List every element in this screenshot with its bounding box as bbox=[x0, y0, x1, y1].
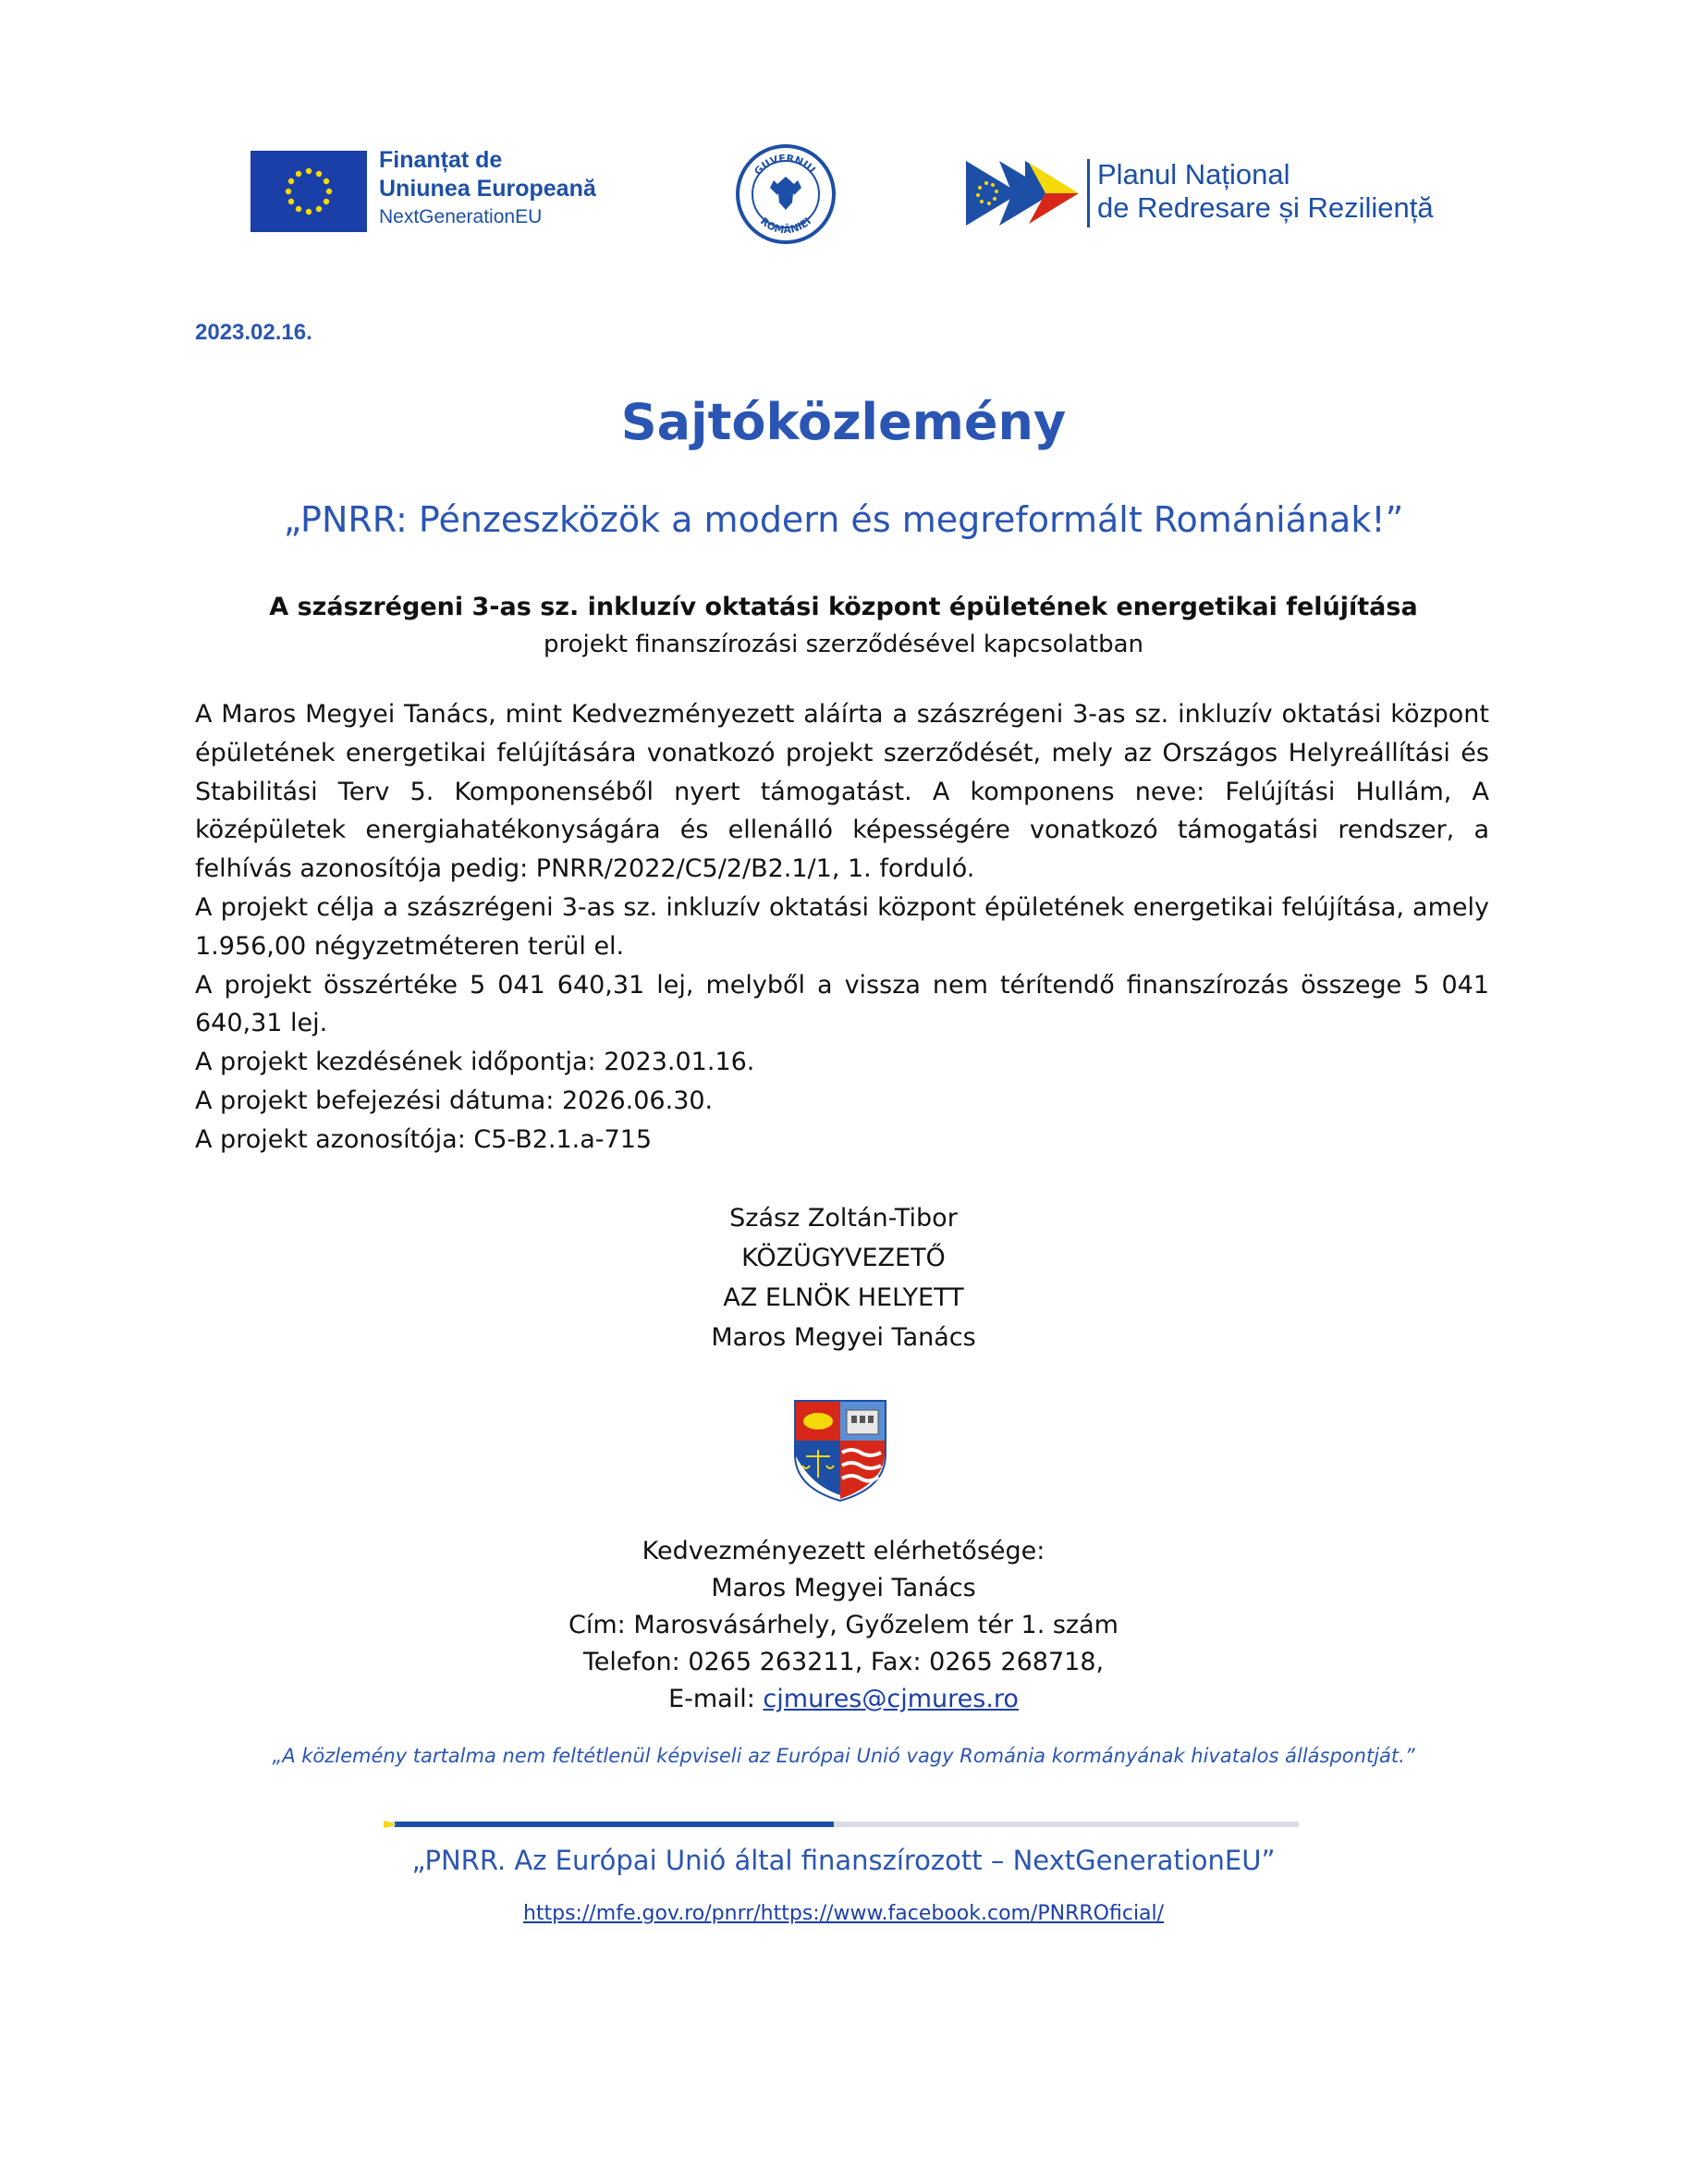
pnrr-slogan: „PNRR: Pénzeszközök a modern és megreformált Romániának!” bbox=[283, 499, 1404, 540]
footer-divider bbox=[384, 1814, 1299, 1822]
pnrr-logo-icon bbox=[966, 159, 1082, 227]
footer-slogan: „PNRR. Az Európai Unió által finanszírozott – NextGenerationEU” bbox=[411, 1845, 1276, 1876]
contact-heading: Kedvezményezett elérhetősége: bbox=[642, 1537, 1045, 1565]
eu-flag-icon bbox=[251, 151, 367, 232]
eu-line1: Finanțat de bbox=[379, 147, 503, 173]
email-label: E-mail: bbox=[668, 1685, 764, 1713]
paragraph-project-id: A projekt azonosítója: C5-B2.1.a-715 bbox=[195, 1124, 653, 1154]
eu-funding-label bbox=[379, 146, 629, 231]
signatory-name: Szász Zoltán-Tibor bbox=[729, 1204, 958, 1233]
press-release-body bbox=[195, 695, 1489, 1159]
disclaimer: „A közlemény tartalma nem feltétlenül képviseli az Európai Unió vagy Románia kormányának hivatalos álláspontját.” bbox=[272, 1745, 1415, 1767]
paragraph-start-date: A projekt kezdésének időpontja: 2023.01.16. bbox=[195, 1048, 755, 1077]
eu-line2: Uniunea Europeană bbox=[379, 176, 596, 202]
eu-line3: NextGenerationEU bbox=[379, 206, 543, 227]
subject-subheading: projekt finanszírozási szerződésével kapcsolatban bbox=[544, 631, 1143, 658]
svg-text:ROMÂNIEI: ROMÂNIEI bbox=[757, 215, 814, 237]
paragraph-end-date: A projekt befejezési dátuma: 2026.06.30. bbox=[195, 1086, 714, 1115]
contact-org: Maros Megyei Tanács bbox=[711, 1574, 976, 1602]
contact-phone: Telefon: 0265 263211, Fax: 0265 268718, bbox=[582, 1648, 1105, 1676]
contact-address: Cím: Marosvásárhely, Győzelem tér 1. szám bbox=[568, 1611, 1119, 1639]
signature-block bbox=[0, 1198, 1687, 1357]
email-link[interactable]: cjmures@cjmures.ro bbox=[763, 1685, 1019, 1713]
pnrr-line1: Planul Național bbox=[1097, 158, 1290, 190]
page-title: Sajtóközlemény bbox=[620, 393, 1067, 451]
mures-county-coat-of-arms-icon bbox=[793, 1399, 887, 1503]
pnrr-line2: de Redresare și Reziliență bbox=[1097, 191, 1434, 224]
paragraph-value: A projekt összértéke 5 041 640,31 lej, melyből a vissza nem térítendő finanszírozás összege 5 041 640,31 lej. bbox=[195, 970, 1489, 1038]
signatory-role: KÖZÜGYVEZETŐ bbox=[741, 1244, 946, 1272]
footer-link[interactable]: https://mfe.gov.ro/pnrr/https://www.facebook.com/PNRROficial/ bbox=[522, 1902, 1165, 1925]
signatory-role-note: AZ ELNÖK HELYETT bbox=[723, 1283, 964, 1312]
contact-block bbox=[0, 1533, 1687, 1718]
subject-heading: A szászrégeni 3-as sz. inkluzív oktatási központ épületének energetikai felújítása bbox=[269, 593, 1418, 621]
svg-text:GUVERNUL: GUVERNUL bbox=[752, 152, 820, 178]
footer-link-line bbox=[0, 1902, 1687, 1925]
signatory-org: Maros Megyei Tanács bbox=[711, 1323, 976, 1352]
paragraph-goal: A projekt célja a szászrégeni 3-as sz. inkluzív oktatási központ épületének energetikai felújítása, amely 1.956,00 négyzetméteren terül el. bbox=[195, 892, 1489, 961]
paragraph-intro: A Maros Megyei Tanács, mint Kedvezményezett aláírta a szászrégeni 3-as sz. inkluzív oktatási központ épületének energetikai felújítására vonatkozó projekt szerződését, mely az Országos Helyreállítási és Stabilitási Terv 5. Komponenséből nyert támogatást. A komponens neve: Felújítási Hullám, A középületek energiahatékonyságára és ellenálló képességére vonatkozó támogatási rendszer, a felhívás azonosítója pedig: PNRR/2022/C5/2/B2.1/1, 1. forduló. bbox=[195, 700, 1489, 884]
pnrr-divider bbox=[1087, 159, 1090, 227]
contact-email-line bbox=[0, 1681, 1687, 1718]
guvernul-romaniei-seal-icon bbox=[735, 143, 837, 245]
pnrr-label bbox=[1097, 158, 1434, 225]
document-date: 2023.02.16. bbox=[195, 320, 312, 345]
